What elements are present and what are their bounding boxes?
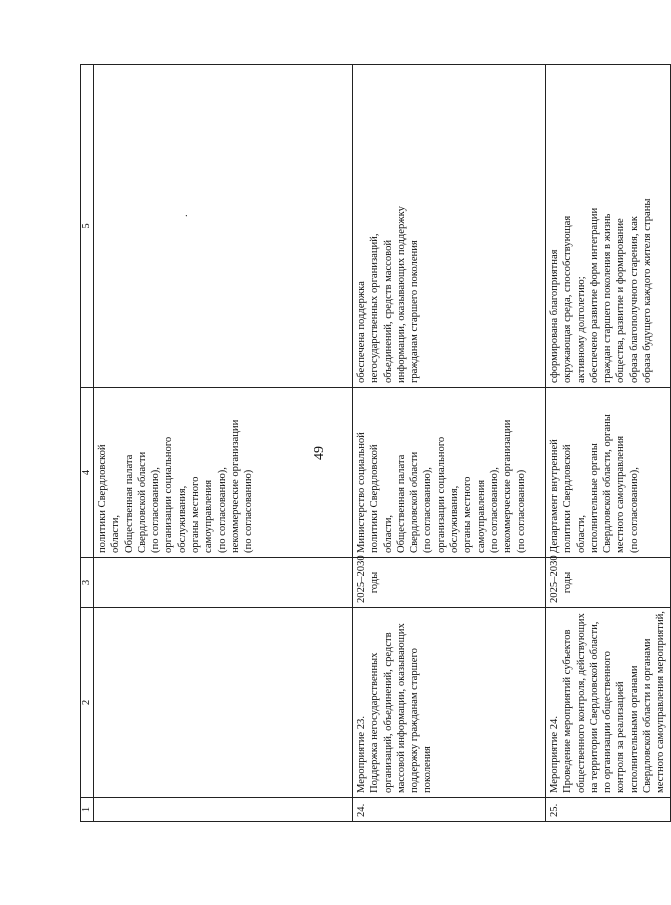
text-line: области, (110, 514, 122, 553)
executors-cell (94, 388, 353, 558)
text-line: области, (575, 514, 587, 553)
result-cell (94, 65, 353, 388)
page-number: 49 (312, 446, 327, 460)
text-line: обслуживания, (449, 485, 461, 553)
column-header: 4 (81, 388, 94, 558)
text-line: обслуживания, (176, 485, 188, 553)
period-cell (353, 555, 546, 608)
text-line: на территории Свердловской области, (588, 621, 600, 793)
text-line: самоуправления (475, 479, 487, 553)
text-line: годы (369, 571, 381, 594)
result-cell (546, 65, 671, 388)
text-line: поддержку гражданам старшего (409, 648, 421, 793)
text-line: поколения (422, 746, 434, 793)
text-line: по организации общественного (602, 651, 614, 793)
column-header: 5 (81, 65, 94, 388)
text-line: Проведение мероприятий субъектов (562, 629, 574, 793)
text-line: общества, развитие и формирование (615, 218, 627, 383)
text-line: Министерство социальной (356, 432, 367, 553)
text-line: общественного контроля, действующих (575, 613, 587, 793)
table-row (353, 65, 546, 822)
row-number-cell: 24. (353, 798, 546, 822)
text-line: органы местного (190, 476, 202, 553)
text-line: организаций, объединений, средств (382, 632, 394, 793)
event-cell (94, 608, 353, 798)
column-header: 3 (81, 558, 94, 608)
text-line: годы (562, 571, 574, 594)
text-line: политики Свердловской (369, 444, 381, 553)
text-line: самоуправления (203, 479, 215, 553)
column-header-row (81, 65, 94, 822)
period-cell (546, 555, 671, 608)
text-line: . (179, 214, 190, 217)
text-line: организации социального (435, 436, 447, 553)
rotated-page-content (80, 65, 667, 822)
column-header: 1 (81, 798, 94, 822)
text-line: (по согласованию) (243, 469, 255, 553)
text-line: Общественная палата (123, 454, 135, 553)
text-line: 2025–2030 (356, 555, 367, 603)
executors-cell (353, 388, 546, 558)
text-line: (по согласованию), (422, 467, 434, 553)
period-cell (94, 558, 353, 608)
text-line: образа будущего каждого жителя страны (642, 198, 654, 383)
event-cell (546, 608, 671, 798)
text-line: Департамент внутренней (549, 439, 560, 553)
text-line: объединений, средств массовой (382, 239, 394, 383)
text-line: Общественная палата (395, 454, 407, 553)
text-line: организации социального (163, 436, 175, 553)
text-line: Свердловской области, органы (602, 414, 614, 553)
text-line: местного самоуправления мероприятий, (655, 611, 667, 793)
text-line: информации, оказывающих поддержку (395, 206, 407, 383)
text-line: Свердловской области (409, 451, 421, 553)
text-line: некоммерческие организации (502, 419, 514, 553)
text-line: органы местного (462, 476, 474, 553)
result-cell (353, 65, 546, 388)
text-line: 2025–2030 (549, 555, 560, 603)
text-line: обеспечена поддержка (356, 281, 367, 383)
text-line: гражданам старшего поколения (409, 240, 421, 383)
table-row (546, 65, 671, 822)
text-line: контроля за реализацией (615, 681, 627, 793)
text-line: исполнительные органы (588, 443, 600, 553)
text-line: (по согласованию) (515, 469, 527, 553)
text-line: сформирована благоприятная (549, 249, 560, 383)
executors-cell (546, 388, 671, 558)
text-line: образа благополучного старения, как (628, 216, 640, 383)
row-number-cell (94, 798, 353, 822)
event-cell (353, 608, 546, 798)
text-line: Поддержка негосударственных (369, 652, 381, 793)
text-line: граждан старшего поколения в жизнь (602, 213, 614, 383)
text-line: политики Свердловской (562, 444, 574, 553)
text-line: (по согласованию), (216, 467, 228, 553)
column-header: 2 (81, 608, 94, 798)
text-line: некоммерческие организации (229, 419, 241, 553)
text-line: (по согласованию), (488, 467, 500, 553)
events-table (80, 64, 671, 822)
text-line: Свердловской области (136, 451, 148, 553)
text-line: исполнительными органами (628, 665, 640, 793)
text-line: политики Свердловской (97, 444, 108, 553)
text-line: массовой информации, оказывающих (395, 623, 407, 793)
text-line: обеспечено развитие форм интеграции (588, 207, 600, 383)
text-line: Мероприятие 24. (549, 716, 560, 793)
text-line: области, (382, 514, 394, 553)
text-line: негосударственных организаций, (369, 233, 381, 383)
text-line: Свердловской области и органами (642, 638, 654, 793)
text-line: (по согласованию), (150, 467, 162, 553)
row-number-cell: 25. (546, 798, 671, 822)
text-line: местного самоуправления (615, 435, 627, 553)
text-line: (по согласованию), (628, 467, 640, 553)
text-line: активному долголетию; (575, 276, 587, 383)
text-line: Мероприятие 23. (356, 716, 367, 793)
table-row (94, 65, 353, 822)
text-line: окружающая среда, способствующая (562, 215, 574, 383)
